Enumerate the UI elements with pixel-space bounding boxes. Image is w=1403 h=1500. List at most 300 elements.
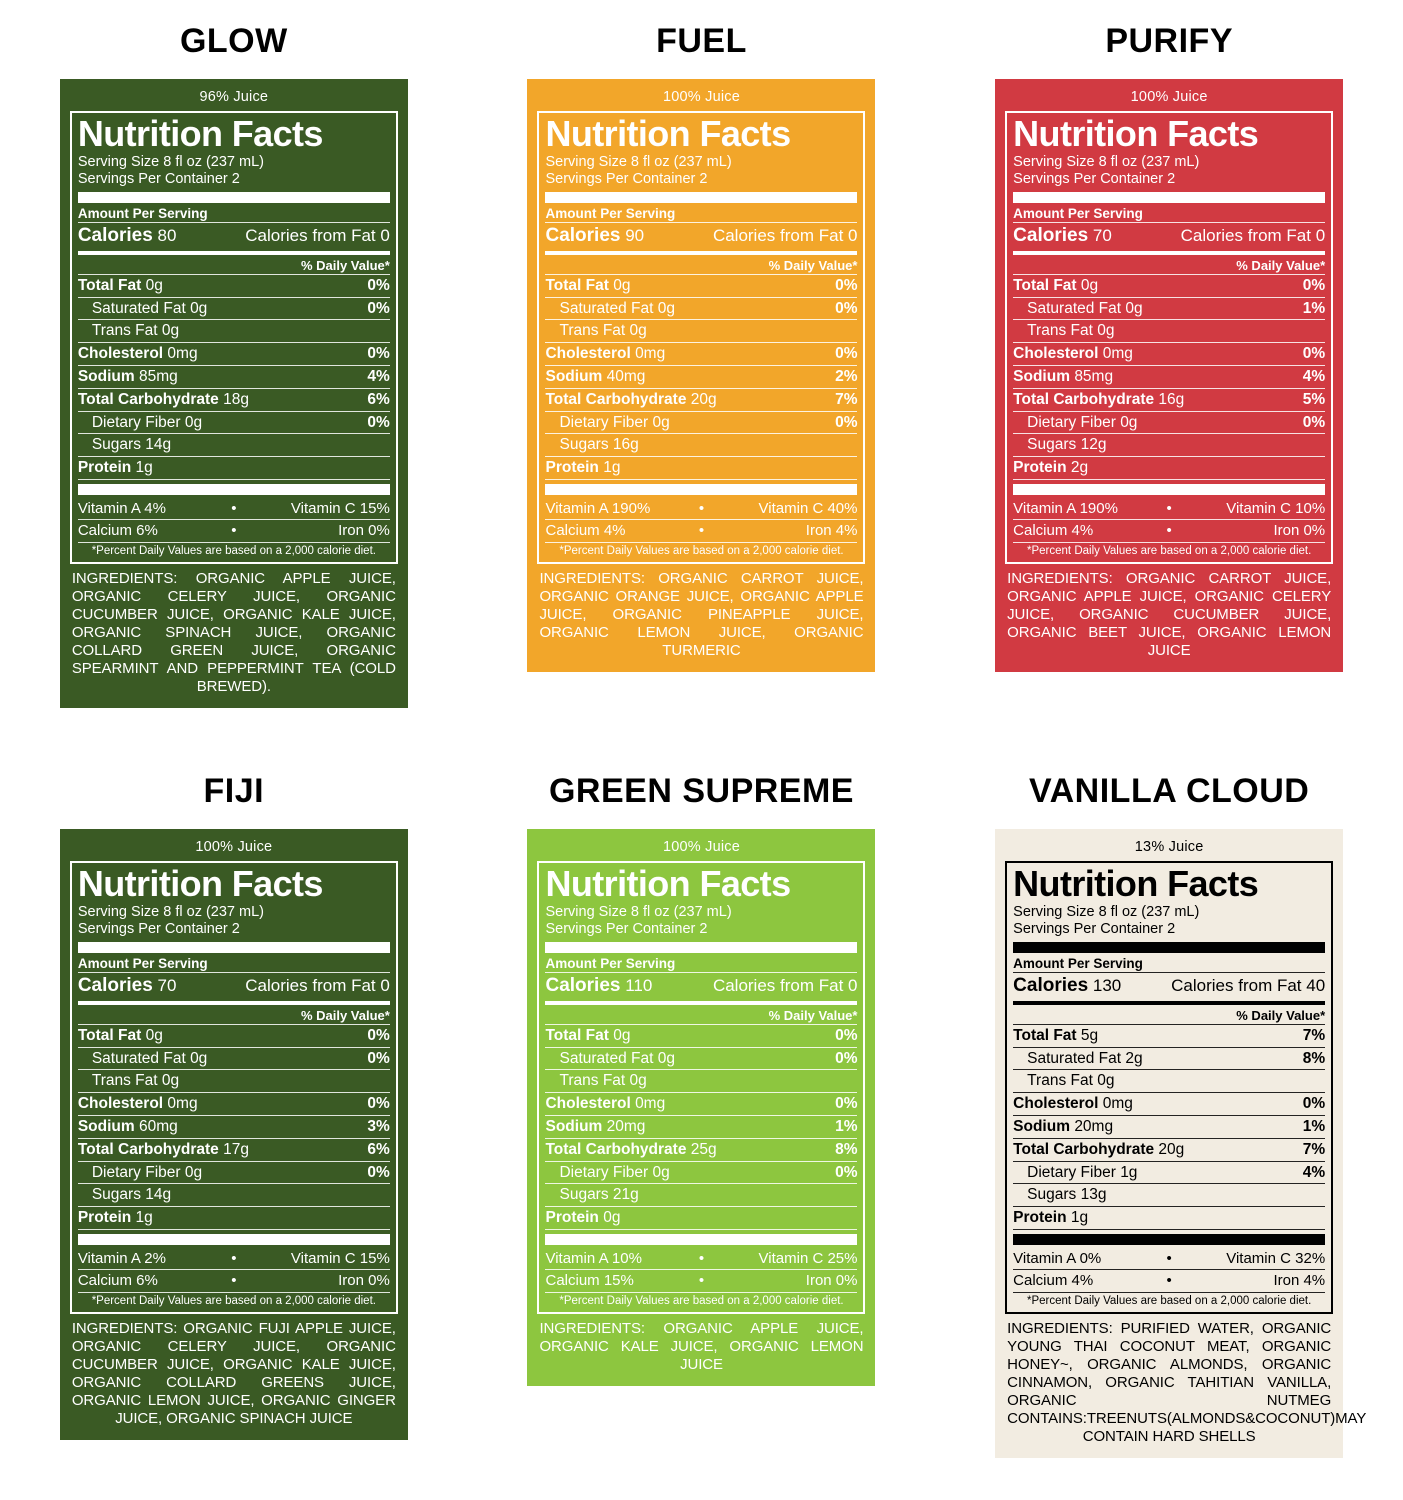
daily-value-header: % Daily Value* (768, 1007, 858, 1023)
nutrient-label: Saturated Fat (559, 299, 654, 317)
divider-thin (1013, 519, 1325, 520)
nutrient-daily-value: 0% (367, 276, 390, 294)
servings-per-container: Servings Per Container 2 (1013, 920, 1176, 937)
divider-thin (545, 342, 857, 343)
nutrient-row (545, 389, 857, 411)
vitamin-right: Vitamin C 15% (290, 500, 390, 518)
vitamin-row (545, 498, 857, 519)
divider-thin (1013, 1138, 1325, 1139)
nutrient-amount: 0mg (1102, 345, 1133, 363)
nutrition-facts-panel (60, 79, 408, 708)
nutrition-facts-heading: Nutrition Facts (77, 113, 323, 154)
nutrient-row (78, 298, 390, 320)
nutrient-row (1013, 366, 1325, 388)
nutrient-label: Trans Fat (1027, 322, 1093, 340)
divider-thin (1013, 1183, 1325, 1184)
nutrition-facts-heading: Nutrition Facts (77, 863, 323, 904)
bullet-dot-icon: • (698, 1272, 705, 1290)
product-title: GLOW (179, 22, 288, 60)
daily-value-footnote: *Percent Daily Values are based on a 2,000 calorie diet. (1027, 544, 1312, 557)
divider-thin (78, 1069, 390, 1070)
divider-thin (78, 274, 390, 275)
nutrient-label: Trans Fat (91, 322, 158, 340)
nutrient-daily-value: 0% (835, 413, 858, 431)
nutrient-amount: 1g (1070, 1209, 1089, 1227)
divider-thin (78, 1161, 390, 1162)
calories-row (78, 973, 390, 999)
product-card (935, 750, 1403, 1500)
nutrient-amount: 25g (690, 1140, 717, 1158)
serving-size: Serving Size 8 fl oz (237 mL) (77, 903, 264, 920)
nutrition-facts-panel (527, 829, 875, 1386)
nutrient-label: Sugars (559, 1186, 609, 1204)
divider-thin (545, 1161, 857, 1162)
vitamin-right: Vitamin C 40% (758, 500, 858, 518)
nutrient-row (78, 457, 390, 479)
vitamin-row (78, 498, 390, 519)
nutrient-amount: 0g (190, 299, 208, 317)
divider-thin (1013, 222, 1325, 223)
nutrient-amount: 0g (1097, 1072, 1115, 1090)
divider-thin (78, 433, 390, 434)
divider-thin (545, 222, 857, 223)
nutrient-amount: 21g (612, 1186, 639, 1204)
product-card (468, 0, 936, 750)
nutrient-amount: 0g (603, 1209, 621, 1227)
nutrition-facts-panel (995, 829, 1367, 1458)
divider-thick (78, 484, 390, 495)
divider-thin (78, 1024, 390, 1025)
nutrient-label: Saturated Fat (1027, 1049, 1122, 1067)
divider-thin (1013, 342, 1325, 343)
nutrient-row (1013, 1070, 1325, 1092)
divider-medium (78, 1001, 390, 1005)
nutrition-facts-panel (527, 79, 875, 672)
daily-value-header: % Daily Value* (1236, 257, 1326, 273)
vitamin-left: Vitamin A 10% (545, 1250, 642, 1268)
vitamin-right: Iron 0% (338, 1272, 390, 1290)
vitamin-left: Calcium 4% (1013, 522, 1094, 540)
divider-thin (78, 542, 390, 543)
vitamin-row (1013, 498, 1325, 519)
nutrient-amount: 0mg (167, 1095, 198, 1113)
nutrient-amount: 13g (1080, 1186, 1107, 1204)
nutrient-amount: 0g (657, 299, 675, 317)
product-title: GREEN SUPREME (548, 772, 854, 810)
nutrient-amount: 2g (1070, 459, 1089, 477)
divider-thin (545, 1269, 857, 1270)
nutrient-amount: 0g (184, 413, 203, 431)
nutrient-amount: 2g (1125, 1049, 1143, 1067)
divider-thin (78, 1092, 390, 1093)
nutrient-row (1013, 1048, 1325, 1070)
nutrient-row (1013, 320, 1325, 342)
nutrient-amount: 1g (135, 1209, 153, 1227)
nutrient-daily-value: 2% (835, 368, 858, 386)
ingredients-text: INGREDIENTS: ORGANIC CARROT JUICE, ORGANIC ORANGE JUICE, ORGANIC APPLE JUICE, ORGANIC PINEAPPLE JUICE, ORGANIC LEMON JUICE, ORGANIC TURMERIC (539, 569, 864, 659)
nutrient-label: Sugars (91, 436, 141, 454)
vitamin-row (545, 1248, 857, 1269)
nutrient-label: Saturated Fat (91, 1049, 186, 1067)
nutrient-row (78, 366, 390, 388)
nutrient-daily-value: 0% (367, 299, 390, 317)
vitamin-right: Vitamin C 15% (290, 1250, 390, 1268)
nutrient-label: Total Carbohydrate (545, 1140, 687, 1158)
nutrient-daily-value: 0% (835, 1163, 858, 1181)
nutrient-daily-value: 4% (1302, 368, 1326, 386)
divider-thick (545, 942, 857, 953)
juice-percentage: 100% Juice (663, 839, 740, 855)
divider-thin (545, 1069, 857, 1070)
nutrient-label: Cholesterol (1013, 1095, 1099, 1113)
nutrient-daily-value: 0% (1302, 413, 1326, 431)
nutrient-amount: 0mg (635, 1095, 666, 1113)
nutrient-label: Total Fat (77, 1026, 142, 1044)
nutrient-label: Dietary Fiber (559, 1163, 649, 1181)
nutrient-label: Total Fat (545, 276, 609, 294)
servings-per-container: Servings Per Container 2 (545, 920, 708, 937)
serving-size: Serving Size 8 fl oz (237 mL) (1013, 903, 1200, 920)
divider-thin (1013, 1115, 1325, 1116)
serving-size: Serving Size 8 fl oz (237 mL) (545, 153, 732, 170)
nutrient-row (545, 320, 857, 342)
vitamin-row (545, 520, 857, 541)
nutrient-label: Cholesterol (77, 345, 164, 363)
amount-per-serving-label: Amount Per Serving (545, 955, 676, 971)
vitamin-right: Vitamin C 10% (1226, 500, 1326, 518)
divider-thin (78, 222, 390, 223)
nutrient-daily-value: 0% (367, 1095, 390, 1113)
vitamin-right: Iron 4% (805, 522, 858, 540)
ingredients-text: INGREDIENTS: ORGANIC APPLE JUICE, ORGANIC CELERY JUICE, ORGANIC CUCUMBER JUICE, ORGANIC KALE JUICE, ORGANIC SPINACH JUICE, ORGANIC COLLARD GREEN JUICE, ORGANIC SPEARMINT AND PEPPERMINT TEA (COLD BREWED). (71, 569, 396, 695)
nutrition-facts-heading: Nutrition Facts (545, 113, 791, 154)
divider-thin (545, 1115, 857, 1116)
nutrient-label: Sugars (1027, 436, 1077, 454)
amount-per-serving-label: Amount Per Serving (545, 205, 676, 221)
divider-thin (545, 1229, 857, 1230)
amount-per-serving-label: Amount Per Serving (1013, 955, 1143, 971)
nutrient-amount: 40mg (606, 368, 646, 386)
nutrient-amount: 85mg (1074, 368, 1114, 386)
divider-thin (78, 365, 390, 366)
divider-thin (1013, 1092, 1325, 1093)
divider-thin (545, 1292, 857, 1293)
divider-thin (78, 456, 390, 457)
nutrient-daily-value: 0% (835, 345, 858, 363)
nutrient-label: Protein (77, 459, 132, 477)
nutrient-row (1013, 1025, 1325, 1047)
nutrient-row (545, 1093, 857, 1115)
bullet-dot-icon: • (698, 522, 705, 540)
nutrient-label: Protein (1013, 1209, 1067, 1227)
nutrient-amount: 17g (223, 1140, 249, 1158)
divider-medium (1013, 1001, 1325, 1005)
nutrient-label: Sodium (77, 368, 135, 386)
nutrient-row (1013, 1139, 1325, 1161)
nutrient-row (78, 389, 390, 411)
nutrient-amount: 0g (161, 322, 180, 340)
nutrient-label: Cholesterol (545, 345, 631, 363)
amount-per-serving-label: Amount Per Serving (1013, 205, 1143, 221)
divider-medium (545, 1001, 857, 1005)
divider-thin (78, 411, 390, 412)
vitamin-right: Iron 0% (338, 522, 390, 540)
nutrient-daily-value: 1% (1302, 1118, 1326, 1136)
vitamin-left: Vitamin A 190% (1013, 500, 1118, 518)
bullet-dot-icon: • (698, 500, 705, 518)
divider-thick (1013, 484, 1325, 495)
nutrient-daily-value: 6% (367, 390, 390, 408)
daily-value-header: % Daily Value* (768, 257, 858, 273)
nutrient-label: Trans Fat (559, 322, 626, 340)
nutrient-label: Total Carbohydrate (77, 390, 219, 408)
nutrient-label: Sodium (545, 368, 603, 386)
nutrient-row (1013, 412, 1325, 434)
divider-thin (1013, 456, 1325, 457)
nutrient-row (1013, 434, 1325, 456)
nutrient-row (78, 343, 390, 365)
nutrient-amount: 1g (603, 459, 621, 477)
nutrient-label: Total Fat (545, 1026, 609, 1044)
amount-per-serving-label: Amount Per Serving (77, 955, 208, 971)
serving-size: Serving Size 8 fl oz (237 mL) (77, 153, 264, 170)
daily-value-header: % Daily Value* (300, 1007, 390, 1023)
servings-per-container: Servings Per Container 2 (545, 170, 708, 187)
nutrient-amount: 20mg (1074, 1118, 1114, 1136)
divider-thin (1013, 411, 1325, 412)
divider-thin (1013, 319, 1325, 320)
nutrient-label: Total Carbohydrate (545, 390, 687, 408)
divider-thin (545, 1092, 857, 1093)
divider-thick (545, 192, 857, 203)
nutrient-label: Total Carbohydrate (1013, 390, 1155, 408)
nutrient-row (1013, 1207, 1325, 1229)
nutrient-label: Trans Fat (91, 1072, 158, 1090)
nutrient-amount: 0g (1097, 322, 1115, 340)
calories-from-fat: Calories from Fat 0 (1180, 225, 1326, 245)
vitamin-row (1013, 1270, 1325, 1291)
ingredients-text: INGREDIENTS: PURIFIED WATER, ORGANIC YOUNG THAI COCONUT MEAT, ORGANIC HONEY~, ORGANIC ALMONDS, ORGANIC CINNAMON, ORGANIC TAHITIAN VANILLA, ORGANIC NUTMEG CONTAINS:TREENUTS(ALMONDS&COCONUT)MAY CONTAIN HARD SHELLS (1007, 1319, 1367, 1445)
nutrient-amount: 0g (145, 1026, 163, 1044)
nutrient-daily-value: 6% (367, 1140, 390, 1158)
divider-medium (78, 251, 390, 255)
nutrient-label: Protein (545, 1209, 599, 1227)
vitamin-row (545, 1270, 857, 1291)
nutrient-daily-value: 4% (1302, 1163, 1326, 1181)
nutrient-row (545, 275, 857, 297)
divider-thick (1013, 942, 1325, 953)
nutrient-row (545, 1025, 857, 1047)
nutrient-daily-value: 7% (1302, 1026, 1326, 1044)
product-title: PURIFY (1105, 22, 1233, 60)
nutrient-row (78, 1048, 390, 1070)
nutrient-label: Sodium (1013, 1118, 1070, 1136)
nutrition-facts-panel (995, 79, 1343, 672)
calories-value: 70 (157, 975, 177, 995)
calories-from-fat: Calories from Fat 0 (712, 225, 858, 245)
product-title: FUEL (656, 22, 747, 60)
product-title: VANILLA CLOUD (1028, 772, 1310, 810)
divider-thin (545, 274, 857, 275)
nutrition-facts-box (70, 861, 398, 1314)
serving-size: Serving Size 8 fl oz (237 mL) (545, 903, 732, 920)
nutrition-facts-heading: Nutrition Facts (1013, 863, 1259, 904)
nutrient-amount: 0g (1125, 299, 1143, 317)
divider-thin (78, 1138, 390, 1139)
bullet-dot-icon: • (1166, 500, 1172, 518)
calories-from-fat: Calories from Fat 40 (1171, 975, 1326, 995)
product-card (468, 750, 936, 1500)
calories-label: Calories (1013, 974, 1089, 996)
serving-size: Serving Size 8 fl oz (237 mL) (1013, 153, 1200, 170)
nutrient-daily-value: 0% (835, 1049, 858, 1067)
nutrient-amount: 5g (1080, 1026, 1099, 1044)
nutrient-label: Dietary Fiber (1027, 1163, 1116, 1181)
nutrient-daily-value: 0% (1302, 276, 1326, 294)
nutrition-facts-heading: Nutrition Facts (1013, 113, 1259, 154)
nutrient-row (545, 343, 857, 365)
nutrition-facts-box (70, 111, 398, 564)
nutrient-row (545, 298, 857, 320)
calories-label: Calories (77, 974, 153, 996)
nutrient-amount: 20g (1158, 1140, 1185, 1158)
nutrition-facts-box (1005, 861, 1333, 1314)
nutrient-row (1013, 298, 1325, 320)
nutrient-daily-value: 0% (367, 345, 390, 363)
nutrient-row (78, 1184, 390, 1206)
product-title: FIJI (203, 772, 265, 810)
nutrient-amount: 20g (690, 390, 717, 408)
nutrient-label: Sugars (91, 1186, 141, 1204)
amount-per-serving-label: Amount Per Serving (77, 205, 208, 221)
divider-medium (1013, 251, 1325, 255)
calories-row (545, 223, 857, 249)
nutrient-row (1013, 1093, 1325, 1115)
nutrient-amount: 20mg (606, 1118, 646, 1136)
nutrient-label: Cholesterol (77, 1095, 164, 1113)
vitamin-left: Vitamin A 2% (77, 1250, 166, 1268)
divider-thin (1013, 274, 1325, 275)
nutrient-row (1013, 1162, 1325, 1184)
nutrient-row (78, 412, 390, 434)
nutrient-daily-value: 0% (367, 1026, 390, 1044)
bullet-dot-icon: • (231, 500, 237, 518)
bullet-dot-icon: • (1166, 1272, 1172, 1290)
nutrient-daily-value: 7% (1302, 1140, 1326, 1158)
divider-thick (1013, 192, 1325, 203)
calories-value: 80 (157, 225, 177, 245)
divider-thick (78, 1234, 390, 1245)
divider-thin (78, 1047, 390, 1048)
nutrient-label: Dietary Fiber (559, 413, 649, 431)
vitamin-row (78, 520, 390, 541)
nutrient-amount: 16g (1158, 390, 1185, 408)
nutrient-label: Sugars (559, 436, 609, 454)
divider-thin (545, 1047, 857, 1048)
divider-thin (1013, 1069, 1325, 1070)
nutrient-row (1013, 343, 1325, 365)
divider-thin (545, 519, 857, 520)
nutrient-row (545, 1070, 857, 1092)
divider-thin (545, 365, 857, 366)
divider-thick (1013, 1234, 1325, 1245)
nutrient-row (545, 457, 857, 479)
nutrient-amount: 60mg (138, 1118, 178, 1136)
divider-thick (545, 1234, 857, 1245)
divider-thin (78, 388, 390, 389)
divider-thin (1013, 1269, 1325, 1270)
nutrient-label: Sodium (77, 1118, 135, 1136)
nutrient-row (545, 412, 857, 434)
vitamin-left: Vitamin A 190% (545, 500, 651, 518)
nutrient-label: Protein (1013, 459, 1067, 477)
nutrient-amount: 0g (1080, 276, 1099, 294)
vitamin-row (1013, 1248, 1325, 1269)
nutrient-row (78, 1093, 390, 1115)
calories-label: Calories (545, 974, 621, 996)
nutrient-amount: 1g (135, 459, 153, 477)
ingredients-text: INGREDIENTS: ORGANIC CARROT JUICE, ORGANIC APPLE JUICE, ORGANIC CELERY JUICE, ORGANIC CUCUMBER JUICE, ORGANIC BEET JUICE, ORGANIC LEMON JUICE (1007, 569, 1332, 659)
nutrient-row (78, 320, 390, 342)
calories-value: 90 (625, 225, 645, 245)
nutrient-row (545, 1139, 857, 1161)
nutrient-amount: 0g (657, 1049, 675, 1067)
nutrient-amount: 1g (1120, 1163, 1138, 1181)
divider-thin (545, 297, 857, 298)
nutrient-label: Protein (545, 459, 599, 477)
nutrient-daily-value: 1% (1302, 299, 1326, 317)
nutrient-amount: 0mg (1102, 1095, 1133, 1113)
divider-thin (1013, 972, 1325, 973)
nutrient-row (78, 1162, 390, 1184)
divider-thin (545, 1183, 857, 1184)
servings-per-container: Servings Per Container 2 (77, 920, 240, 937)
divider-thin (78, 319, 390, 320)
divider-thin (78, 1269, 390, 1270)
nutrient-amount: 12g (1080, 436, 1107, 454)
daily-value-footnote: *Percent Daily Values are based on a 2,000 calorie diet. (559, 1294, 844, 1307)
divider-thin (1013, 365, 1325, 366)
divider-thin (78, 1206, 390, 1207)
vitamin-left: Calcium 4% (1013, 1272, 1094, 1290)
nutrient-label: Cholesterol (1013, 345, 1099, 363)
divider-thin (78, 972, 390, 973)
nutrient-row (78, 1025, 390, 1047)
nutrient-row (78, 1207, 390, 1229)
nutrition-facts-box (537, 111, 865, 564)
nutrient-label: Cholesterol (545, 1095, 631, 1113)
calories-row (1013, 223, 1325, 249)
nutrient-daily-value: 0% (835, 1026, 858, 1044)
juice-percentage: 100% Juice (1130, 89, 1208, 105)
nutrient-amount: 0mg (635, 345, 666, 363)
nutrient-daily-value: 1% (835, 1118, 858, 1136)
vitamin-right: Iron 4% (1273, 1272, 1326, 1290)
nutrient-row (1013, 457, 1325, 479)
nutrient-row (78, 275, 390, 297)
divider-thin (545, 972, 857, 973)
juice-percentage: 100% Juice (663, 89, 740, 105)
nutrient-label: Trans Fat (559, 1072, 626, 1090)
divider-thin (1013, 1161, 1325, 1162)
nutrient-label: Protein (77, 1209, 132, 1227)
nutrient-row (1013, 1116, 1325, 1138)
nutrient-row (545, 1184, 857, 1206)
product-card (935, 0, 1403, 750)
bullet-dot-icon: • (1166, 522, 1172, 540)
servings-per-container: Servings Per Container 2 (77, 170, 240, 187)
vitamin-left: Calcium 6% (77, 1272, 158, 1290)
